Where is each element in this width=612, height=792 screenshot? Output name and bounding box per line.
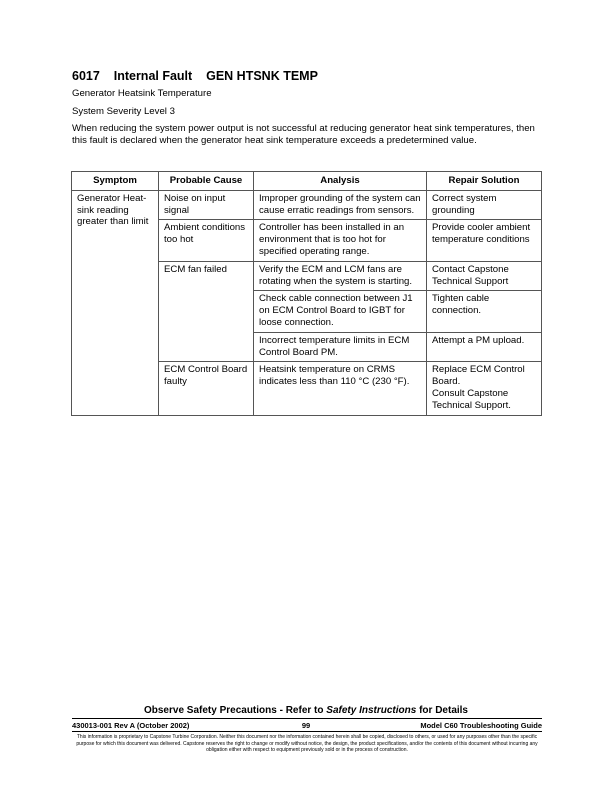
solution-cell — [427, 332, 542, 362]
safety-prefix: Observe Safety Precautions - Refer to — [143, 705, 327, 716]
safety-notice — [0, 705, 612, 716]
footer-divider — [72, 718, 542, 719]
solution-cell — [427, 362, 542, 415]
solution-line: Correct system grounding — [432, 192, 497, 216]
analysis-cell: Improper grounding of the system can cause erratic readings from sensors. — [254, 190, 427, 220]
header-symptom: Symptom — [72, 172, 159, 191]
solution-cell — [427, 261, 542, 291]
solution-line: Contact Capstone Technical Support — [432, 263, 509, 287]
header-analysis: Analysis — [254, 172, 427, 191]
fault-name: GEN HTSNK TEMP — [206, 69, 318, 83]
guide-title: Model C60 Troubleshooting Guide — [420, 721, 542, 730]
solution-line: Attempt a PM upload. — [432, 334, 525, 346]
troubleshooting-table — [71, 171, 542, 416]
fault-type: Internal Fault — [113, 69, 193, 83]
solution-line: Replace ECM Control Board. — [432, 364, 525, 388]
solution-line: Tighten cable connection. — [432, 293, 490, 317]
safety-suffix: for Details — [416, 705, 468, 716]
analysis-cell: Heatsink temperature on CRMS indicates less than 110 °C (230 °F). — [254, 362, 427, 415]
analysis-cell: Controller has been installed in an environment that is too hot for specified operating range. — [254, 220, 427, 261]
solution-line: Provide cooler ambient temperature conditions — [432, 222, 531, 246]
analysis-cell: Check cable connection between J1 on ECM Control Board to IGBT for loose connection. — [254, 291, 427, 332]
legal-notice: This information is proprietary to Capstone Turbine Corporation. Neither this document nor the information contained herein shall be copied, disclosed to others, or used for any purposes other than the specific purpose for which this document was delivered. Capstone reserves the right to change or modify without notice, the design, the product specifications, and/or the contents of this document without incurring any obligation either with respect to equipment previously sold or in the process of construction. — [76, 734, 538, 754]
cause-cell: Noise on input signal — [159, 190, 254, 220]
footer-divider — [72, 731, 542, 732]
fault-description: When reducing the system power output is not successful at reducing generator heat sink temperatures, then this fault is declared when the generator heat sink temperature exceeds a predetermined value. — [72, 123, 535, 147]
cause-cell: Ambient conditions too hot — [159, 220, 254, 261]
solution-line: Consult Capstone Technical Support. — [432, 387, 511, 411]
analysis-cell: Incorrect temperature limits in ECM Control Board PM. — [254, 332, 427, 362]
solution-cell — [427, 220, 542, 261]
header-probable-cause: Probable Cause — [159, 172, 254, 191]
analysis-cell: Verify the ECM and LCM fans are rotating when the system is starting. — [254, 261, 427, 291]
doc-number: 430013-001 Rev A (October 2002) — [72, 721, 190, 730]
solution-cell — [427, 190, 542, 220]
cause-cell: ECM Control Board faulty — [159, 362, 254, 415]
fault-subtitle: Generator Heatsink Temperature — [72, 88, 212, 99]
table-header-row — [72, 172, 542, 191]
fault-code: 6017 — [72, 69, 100, 83]
table-row — [72, 190, 542, 220]
severity-level: System Severity Level 3 — [72, 106, 175, 117]
page-number: 99 — [301, 721, 311, 730]
symptom-cell: Generator Heat-sink reading greater than limit — [72, 190, 159, 415]
cause-cell: ECM fan failed — [159, 261, 254, 362]
header-repair-solution: Repair Solution — [427, 172, 542, 191]
safety-instructions-ref: Safety Instructions — [326, 705, 417, 716]
solution-cell — [427, 291, 542, 332]
fault-title — [72, 69, 318, 83]
